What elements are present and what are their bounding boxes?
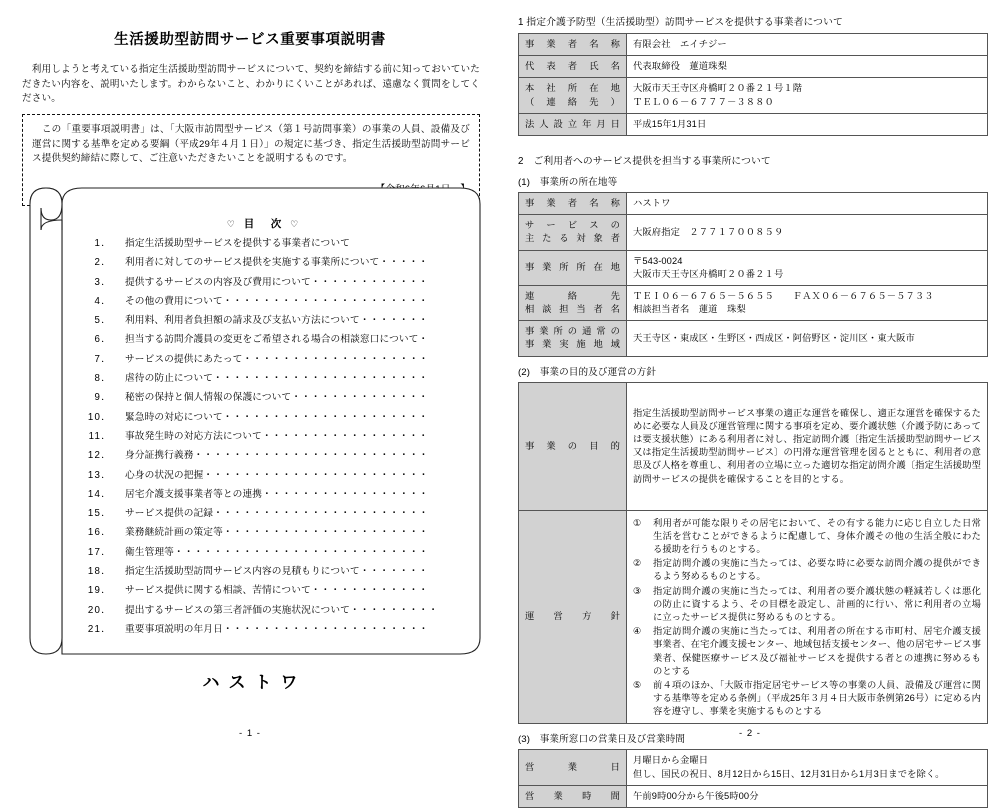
toc-item[interactable] (70, 451, 458, 461)
row-value-line1: 〒543-0024 (633, 255, 683, 266)
table-row (519, 750, 988, 785)
row-label-line1: 営業日 (525, 762, 620, 773)
toc-item[interactable] (70, 374, 458, 384)
toc-item-label: 心身の状況の把握・・・・・・・・・・・・・・・・・・・・・・・ (125, 469, 429, 481)
toc-item[interactable] (70, 316, 458, 326)
row-label-line1: 連絡先 (525, 290, 620, 301)
toc-item[interactable] (70, 606, 458, 616)
row-label (519, 321, 627, 356)
toc-item-label: 指定生活援助型訪問サービス内容の見積もりについて・・・・・・・ (125, 566, 429, 578)
policy-item (633, 517, 981, 557)
row-value (627, 321, 988, 356)
toc-item-number: 4． (94, 295, 112, 307)
row-label-line1: 事業者名称 (525, 197, 620, 208)
policy-item-marker: ③ (633, 585, 642, 596)
row-label (519, 78, 627, 113)
row-value-line1: 平成15年1月31日 (633, 118, 707, 129)
row-value (627, 192, 988, 214)
table-row (519, 321, 988, 356)
row-value-line1: ＴＥＩ０６－６７６５－５６５５ ＦＡＸ０６－６７６５－５７３３ (633, 290, 934, 301)
scroll-decoration (8, 186, 486, 656)
toc-item-number: 17． (87, 546, 112, 558)
row-value-line1: 午前9時00分から午後5時00分 (633, 790, 759, 801)
toc-item[interactable] (70, 355, 458, 365)
section2-sub1-heading: (1) 事業所の所在地等 (518, 176, 618, 188)
section2-hours-table (518, 749, 988, 808)
toc-item[interactable] (70, 278, 458, 288)
table-row (519, 192, 988, 214)
row-label (519, 215, 627, 250)
table-row (519, 56, 988, 78)
toc-item-label: 担当する訪問介護員の変更をご希望される場合の相談窓口について・ (125, 334, 429, 346)
toc-item[interactable] (70, 625, 458, 635)
toc-item-label: 身分証携行義務・・・・・・・・・・・・・・・・・・・・・・・・ (125, 450, 429, 462)
policy-item-text: 利用者が可能な限りその居宅において、その有する能力に応じ自立した日常生活を営むことができるように配慮して、身体介護その他の生活全般にわたる援助を行うものとする。 (653, 517, 981, 554)
row-label (519, 34, 627, 56)
policy-item (633, 585, 981, 625)
heart-icon-right: ♡ (290, 219, 302, 229)
toc-item-number: 7． (94, 353, 112, 365)
toc-item[interactable] (70, 471, 458, 481)
row-value-line2: ＴＥＬ０６－６７７７－３８８０ (633, 96, 774, 107)
toc-item-number: 13． (87, 469, 112, 481)
toc-item[interactable] (70, 548, 458, 558)
toc-item-number: 15． (87, 508, 112, 520)
toc-item[interactable] (70, 567, 458, 577)
purpose-text: 指定生活援助型訪問サービス事業の適正な運営を確保し、適正な運営を確保するために必要な人員及び運営管理に関する事項を定め、要介護状態（介護予防にあっては要支援状態）にある利用者に対し、指定訪問介護〔指定生活援助型訪問サービス又は指定生活援助型訪問サービス〕の円滑な運営管理を図るとともに、利用者の意思及び人格を尊重し、利用者の立場に立った適切な指定訪問介護〔指定生活援助型訪問サービスの提供を確保することを目的とする。 (627, 382, 988, 510)
row-value-line1: 代表取締役 蓮道珠梨 (633, 61, 727, 72)
row-label-line2: 事業実施地域 (525, 339, 620, 350)
toc-item[interactable] (70, 258, 458, 268)
table-row (519, 78, 988, 113)
intro-paragraph: 利用しようと考えている指定生活援助型訪問サービスについて、契約を締結する前に知っておいていただきたい内容を、説明いたします。わからないこと、わかりにくいことがあれば、遠慮なく質問をしてください。 (22, 64, 480, 105)
toc-list (70, 239, 458, 635)
policy-item-marker: ① (633, 517, 642, 528)
row-value-line1: 有限会社 エイチジー (633, 39, 727, 49)
toc-heading-label: 目 次 (243, 218, 285, 230)
page-left (0, 0, 500, 759)
toc-item-label: 緊急時の対応について・・・・・・・・・・・・・・・・・・・・・ (125, 411, 429, 423)
toc-item[interactable] (70, 297, 458, 307)
policy-list (633, 517, 981, 719)
table-row (519, 113, 988, 135)
row-label (519, 750, 627, 785)
section2-office-table (518, 192, 988, 357)
row-label-line1: 代表者氏名 (525, 61, 620, 72)
row-label-line1: 本社所在地 (525, 83, 620, 94)
toc-item[interactable] (70, 413, 458, 423)
toc-item-number: 8． (94, 373, 112, 385)
row-label-line2: （連絡先） (525, 96, 620, 107)
row-value (627, 285, 988, 320)
toc-item[interactable] (70, 432, 458, 442)
toc-item-number: 20． (87, 604, 112, 616)
policy-item-text: 指定訪問介護の実施に当たっては、必要な時に必要な訪問介護の提供ができるよう努めるものとする。 (653, 558, 981, 582)
brand-name: ハストワ (202, 673, 307, 692)
toc-item[interactable] (70, 239, 458, 249)
toc-item-label: 衛生管理等・・・・・・・・・・・・・・・・・・・・・・・・・・ (125, 546, 429, 558)
row-label-line1: 法人設立年月日 (525, 118, 620, 129)
table-row (519, 34, 988, 56)
page-right (500, 0, 1000, 801)
row-value-line1: 天王寺区・東成区・生野区・西成区・阿倍野区・淀川区・東大阪市 (633, 332, 915, 343)
toc-item-number: 16． (87, 527, 112, 539)
row-value (627, 785, 988, 807)
row-label (519, 56, 627, 78)
toc-item-label: 事故発生時の対応方法について・・・・・・・・・・・・・・・・・ (125, 430, 429, 442)
section1-heading: 1 指定介護予防型（生活援助型）訪問サービスを提供する事業者について (518, 17, 843, 28)
policy-label: 運営方針 (519, 510, 627, 724)
section2-sub2-heading: (2) 事業の目的及び運営の方針 (518, 366, 657, 378)
toc-item-label: 利用者に対してのサービス提供を実施する事業所について・・・・・ (125, 257, 429, 269)
row-label-line1: 事業所の通常の (525, 326, 620, 337)
toc-item[interactable] (70, 490, 458, 500)
toc-item-number: 9． (94, 392, 112, 404)
policy-item-marker: ④ (633, 626, 642, 637)
section2-heading: 2 ご利用者へのサービス提供を担当する事業所について (518, 155, 771, 167)
row-value (627, 34, 988, 56)
toc-item-number: 14． (87, 488, 112, 500)
row-value-line2: 但し、国民の祝日、8月12日から15日、12月31日から1月3日までを除く。 (633, 768, 945, 779)
row-value (627, 56, 988, 78)
table-of-contents (70, 216, 458, 644)
table-row (519, 510, 988, 724)
row-value-line1: 大阪市天王寺区舟橋町２０番２１号１階 (633, 83, 803, 94)
toc-item[interactable] (70, 335, 458, 345)
toc-item-number: 19． (87, 585, 112, 597)
table-row (519, 285, 988, 320)
toc-item-label: 指定生活援助型サービスを提供する事業者について (125, 238, 350, 249)
row-value-line1: 月曜日から金曜日 (633, 755, 709, 766)
toc-item-label: 業務継続計画の策定等・・・・・・・・・・・・・・・・・・・・・ (125, 527, 429, 539)
policy-item (633, 679, 981, 719)
table-row (519, 382, 988, 510)
page-number-left: - 1 - (239, 728, 261, 739)
row-label (519, 785, 627, 807)
row-label-line2: 主たる対象者 (525, 233, 620, 244)
policy-cell (627, 510, 988, 724)
row-label-line1: サービスの (525, 220, 620, 231)
toc-item-label: 居宅介護支援事業者等との連携・・・・・・・・・・・・・・・・・ (125, 488, 429, 500)
policy-item-text: 指定訪問介護の実施に当たっては、利用者の所在する市町村、居宅介護支援事業者、在宅介護支援センター、地域包括支援センター、他の居宅サービス事業者、保健医療サービス及び福祉サービスを提供する者との連携に努めるものとする (653, 626, 981, 676)
toc-item-number: 18． (87, 566, 112, 578)
row-value-line2: 相談担当者名 蓮道 珠梨 (633, 304, 746, 315)
row-value-line2: 大阪市天王寺区舟橋町２０番２１号 (633, 268, 784, 279)
row-value (627, 215, 988, 250)
toc-item-label: サービス提供の記録・・・・・・・・・・・・・・・・・・・・・・ (125, 508, 429, 520)
page-number-right: - 2 - (739, 728, 761, 739)
toc-item-number: 3． (94, 276, 112, 288)
toc-item-label: 提出するサービスの第三者評価の実施状況について・・・・・・・・・ (125, 604, 439, 616)
heart-icon-left: ♡ (226, 219, 238, 229)
policy-item (633, 625, 981, 678)
table-row (519, 215, 988, 250)
row-value-line1: 大阪府指定 ２７７１７００８５９ (633, 226, 784, 237)
toc-item[interactable] (70, 509, 458, 519)
toc-item-label: 秘密の保持と個人情報の保護について・・・・・・・・・・・・・・ (125, 392, 429, 404)
row-label (519, 250, 627, 285)
toc-item-label: サービス提供に関する相談、苦情について・・・・・・・・・・・・ (125, 585, 429, 597)
toc-item-number: 11． (88, 430, 112, 442)
notice-body: この「重要事項説明書」は、「大阪市訪問型サービス（第１号訪問事業）の事業の人員、設備及び運営に関する基準を定める要綱（平成29年４月１日）」の規定に基づき、指定生活援助型訪問サービス提供契約締結に際して、ご注意いただきたいことを説明するものです。 (32, 123, 470, 165)
policy-item (633, 557, 981, 583)
row-value (627, 78, 988, 113)
toc-item-number: 1． (94, 238, 112, 249)
toc-item-number: 5． (94, 315, 112, 327)
section2-purpose-table (518, 382, 988, 725)
section1-table (518, 33, 988, 136)
row-label-line1: 事業者名称 (525, 39, 620, 49)
table-row (519, 250, 988, 285)
row-value (627, 750, 988, 785)
toc-item[interactable] (70, 586, 458, 596)
row-value (627, 113, 988, 135)
toc-heading (70, 216, 458, 231)
policy-item-marker: ⑤ (633, 679, 642, 690)
toc-item-label: 重要事項説明の年月日・・・・・・・・・・・・・・・・・・・・・ (125, 623, 429, 635)
row-label (519, 192, 627, 214)
row-label-line2: 相談担当者名 (525, 304, 620, 315)
toc-item[interactable] (70, 393, 458, 403)
policy-item-marker: ② (633, 558, 642, 569)
table-row (519, 785, 988, 807)
toc-item-number: 10． (87, 411, 112, 423)
toc-item[interactable] (70, 528, 458, 538)
row-value (627, 250, 988, 285)
row-label-line1: 事業所所在地 (525, 262, 620, 273)
toc-item-number: 12． (87, 450, 112, 462)
toc-item-number: 6． (94, 334, 112, 346)
toc-item-label: その他の費用について・・・・・・・・・・・・・・・・・・・・・ (125, 295, 429, 307)
policy-item-text: 前４項のほか、「大阪市指定居宅サービス等の事業の人員、設備及び運営に関する基準等を定める条例」（平成25年３月４日大阪市条例第26号）に定める内容を遵守し、事業を実施するものとする (653, 679, 981, 717)
toc-item-label: 提供するサービスの内容及び費用について・・・・・・・・・・・・ (125, 276, 429, 288)
purpose-label: 事業の目的 (519, 382, 627, 510)
row-label-line1: 営業時間 (525, 790, 620, 801)
toc-item-label: 虐待の防止について・・・・・・・・・・・・・・・・・・・・・・ (125, 373, 429, 385)
toc-item-label: 利用料、利用者負担額の請求及び支払い方法について・・・・・・・ (125, 315, 429, 327)
toc-item-number: 2． (94, 257, 112, 269)
row-label (519, 285, 627, 320)
toc-item-number: 21． (87, 623, 112, 635)
toc-item-label: サービスの提供にあたって・・・・・・・・・・・・・・・・・・・ (125, 353, 429, 365)
row-label (519, 113, 627, 135)
row-value-line1: ハストワ (633, 197, 671, 208)
section2-sub3-heading: (3) 事業所窓口の営業日及び営業時間 (518, 734, 686, 746)
page-title: 生活援助型訪問サービス重要事項説明書 (114, 32, 386, 48)
policy-item-text: 指定訪問介護の実施に当たっては、利用者の要介護状態の軽減若しくは悪化の防止に資するよう、その目標を設定し、計画的に行い、常に利用者の立場に立ったサービス提供に努めるものとする。 (653, 585, 981, 622)
